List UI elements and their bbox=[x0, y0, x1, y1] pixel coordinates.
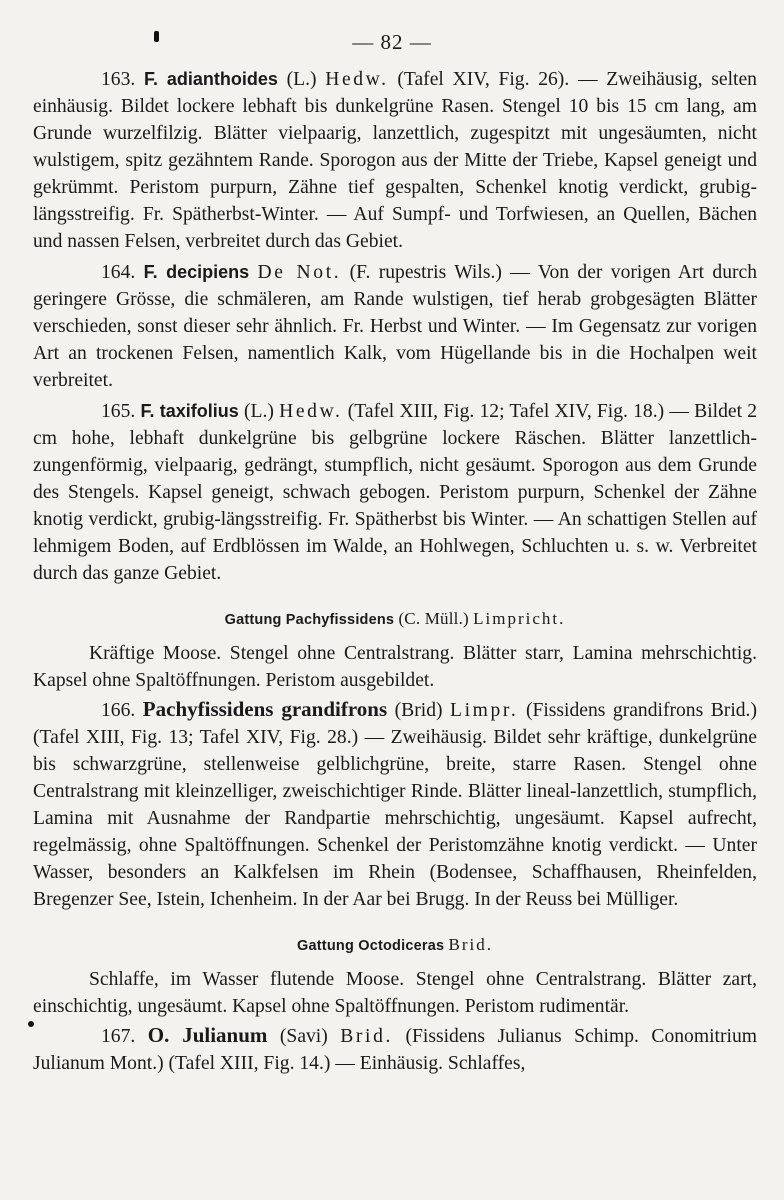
author-name: Hedw. bbox=[279, 401, 343, 422]
author-prefix: (Savi) bbox=[279, 1026, 328, 1047]
genus-label: Gattung Octodiceras bbox=[297, 938, 445, 954]
genus-label: Gattung Pachyfissidens bbox=[224, 612, 395, 628]
entry-body: (Tafel XIII, Fig. 12; Tafel XIV, Fig. 18.) — Bildet 2 cm hohe, lebhaft dunkelgrüne bis gelbgrüne lockere Räschen. Blätter lanzettlich-zungenförmig, vielpaarig, gedrängt, stumpflich, nicht gesäumt. Sporogon aus dem Grunde des Stengels. Kapsel geneigt, schwach gebogen. Peristom purpurn, Schenkel der Zähne knotig verdickt, grubig-längsstreifig. Fr. Spätherbst bis Winter. — An schattigen Stellen auf lehmigem Boden, auf Erdblössen im Walde, an Hohlwegen, Schluchten u. s. w. Verbreitet durch das ganze Gebiet. bbox=[33, 401, 758, 584]
entry-number: 164. bbox=[101, 262, 136, 283]
entry-number: 166. bbox=[101, 700, 136, 721]
entry-number: 167. bbox=[101, 1026, 136, 1047]
species-name: Pachyfissidens grandifrons bbox=[142, 697, 388, 721]
species-name: O. Julianum bbox=[147, 1023, 268, 1047]
genus-heading-pachyfissidens bbox=[33, 605, 757, 634]
genus-author-b: Limpricht. bbox=[473, 609, 566, 628]
genus-description: Kräftige Moose. Stengel ohne Centralstrang. Blätter starr, Lamina mehrschichtig. Kapsel ohne Spaltöffnungen. Peristom ausgebildet. bbox=[33, 643, 757, 691]
species-entry-167 bbox=[33, 1022, 757, 1077]
species-entry-165 bbox=[33, 398, 757, 587]
page-text bbox=[33, 66, 757, 1077]
entry-body: (Fissidens grandifrons Brid.) (Tafel XIII, Fig. 13; Tafel XIV, Fig. 28.) — Zweihäusig. Bildet sehr kräftige, dunkelgrüne bis schwarzgrüne, stellenweise gelblichgrüne, breite, starre Rasen. Stengel ohne Centralstrang mit kleinzelliger, zweischichtiger Rinde. Blätter lineal-lanzettlich, stumpflich, Lamina mit Ausnahme der Randpartie mehrschichtig, ungesäumt. Kapsel aufrecht, regelmässig, ohne Spaltöffnungen. Schenkel der Peristomzähne knotig verdickt. — Unter Wasser, besonders an Kalkfelsen im Rhein (Bodensee, Schaffhausen, Rheinfelden, Bregenzer See, Istein, Ichenheim. In der Aar bei Brugg. In der Reuss bei Mülliger. bbox=[33, 700, 757, 910]
entry-body: (F. rupestris Wils.) — Von der vorigen Art durch geringere Grösse, die schmäleren, am Rande wulstigen, tief herab grobgesägten Blätter verschieden, sonst dieser sehr ähnlich. Fr. Herbst und Winter. — Im Gegensatz zur vorigen Art an trockenen Felsen, namentlich Kalk, vom Hügellande bis in die Hochalpen weit verbreitet. bbox=[33, 262, 758, 391]
genus-author-b: Brid. bbox=[448, 935, 493, 954]
entry-number: 163. bbox=[101, 69, 136, 90]
entry-body: (Fissidens Julianus Schimp. Conomitrium Julianum Mont.) (Tafel XIII, Fig. 14.) — Einhäusig. Schlaffes, bbox=[33, 1026, 757, 1074]
entry-number: 165. bbox=[101, 401, 136, 422]
page-number: — 82 — bbox=[352, 30, 432, 54]
species-entry-163 bbox=[33, 66, 757, 255]
species-entry-166 bbox=[33, 696, 757, 913]
author-prefix: (L.) bbox=[244, 401, 274, 422]
author-name: Limpr. bbox=[450, 700, 519, 721]
species-name: F. decipiens bbox=[143, 262, 250, 282]
species-name: F. adianthoides bbox=[144, 69, 278, 89]
author-name: Hedw. bbox=[325, 69, 389, 90]
genus-description: Schlaffe, im Wasser flutende Moose. Stengel ohne Centralstrang. Blätter zart, einschichtig, ungesäumt. Kapsel ohne Spaltöffnungen. Peristom rudimentär. bbox=[33, 969, 757, 1017]
species-name: F. taxifolius bbox=[140, 401, 239, 421]
genus-heading-octodiceras bbox=[33, 931, 757, 960]
entry-body: (Tafel XIV, Fig. 26). — Zweihäusig, selten einhäusig. Bildet lockere lebhaft bis dunkelgrüne Rasen. Stengel 10 bis 15 cm lang, am Grunde wurzelfilzig. Blätter vielpaarig, lanzettlich, zugespitzt mit ungesäumten, nicht wulstigem, spitz gezähntem Rande. Sporogon aus der Mitte der Triebe, Kapsel geneigt und gekrümmt. Peristom purpurn, Zähne tief gespalten, Schenkel knotig verdickt, grubig-längsstreifig. Fr. Spätherbst-Winter. — Auf Sumpf- und Torfwiesen, an Quellen, Bächen und nassen Felsen, verbreitet durch das Gebiet. bbox=[33, 69, 757, 252]
author-name: De Not. bbox=[257, 262, 342, 283]
author-prefix: (Brid) bbox=[394, 700, 443, 721]
author-prefix: (L.) bbox=[286, 69, 317, 90]
genus-author-a: (C. Müll.) bbox=[398, 609, 469, 628]
author-name: Brid. bbox=[340, 1026, 393, 1047]
species-entry-164 bbox=[33, 259, 757, 394]
